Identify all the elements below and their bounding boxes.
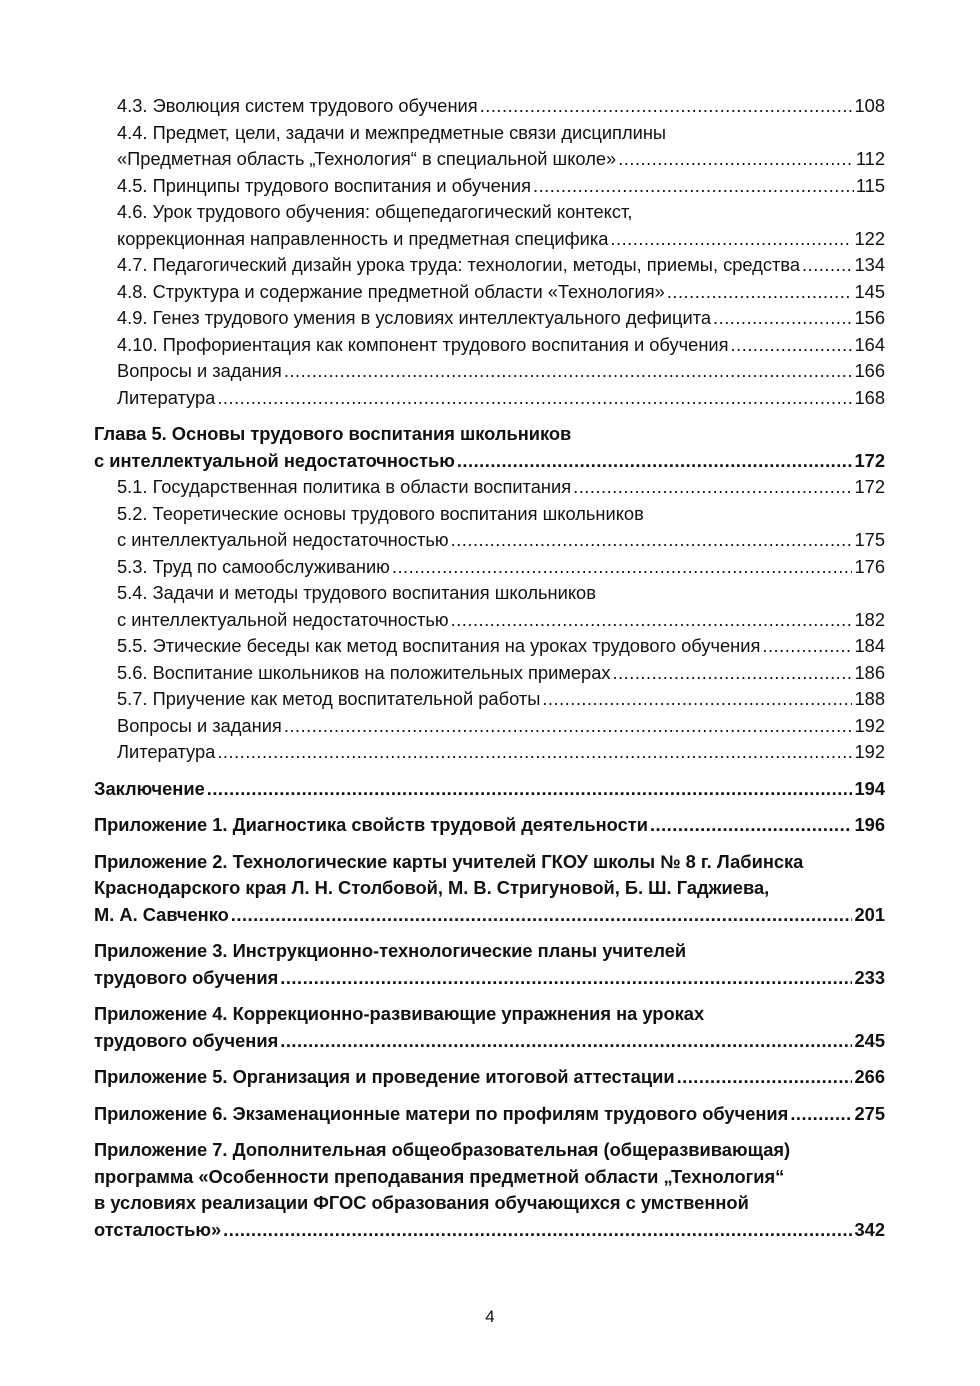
- toc-entry: [94, 713, 885, 740]
- toc-entry-line: [117, 252, 885, 279]
- toc-page-number: 245: [854, 1029, 885, 1051]
- toc-entry-line: [117, 739, 885, 766]
- toc-entry-line: [94, 902, 885, 929]
- toc-entry: [94, 554, 885, 581]
- toc-entry-title: Литература: [117, 741, 216, 762]
- dot-leader: [451, 607, 853, 634]
- toc-entry: [94, 93, 885, 120]
- toc-entry-title: Вопросы и задания: [117, 360, 282, 381]
- dot-leader: [618, 146, 854, 173]
- dot-leader: [217, 385, 852, 412]
- dot-leader: [533, 173, 854, 200]
- toc-entry-line: [117, 633, 885, 660]
- toc-page-number: 192: [854, 741, 885, 762]
- toc-entry-title: трудового обучения: [94, 966, 279, 988]
- dot-leader: [207, 776, 853, 803]
- toc-entry-title: 5.6. Воспитание школьников на положительных примерах: [117, 661, 611, 683]
- toc-entry-title: Заключение: [94, 777, 205, 799]
- toc-entry-title: М. А. Савченко: [94, 903, 229, 925]
- dot-leader: [542, 686, 852, 713]
- toc-entry: [94, 199, 885, 252]
- toc-entry: [94, 332, 885, 359]
- toc-entry-title: Приложение 2. Технологические карты учителей ГКОУ школы № 8 г. Лабинска: [94, 850, 804, 872]
- toc-page-number: 156: [854, 307, 885, 328]
- toc-entry-line: [117, 226, 885, 253]
- dot-leader: [284, 358, 853, 385]
- toc-entry: [94, 776, 885, 803]
- toc-entry: [94, 120, 885, 173]
- toc-entry-line: [117, 305, 885, 332]
- toc-page-number: 182: [854, 608, 885, 630]
- toc-entry: [94, 1137, 885, 1243]
- dot-leader: [480, 93, 853, 120]
- toc-page-number: 166: [854, 360, 885, 381]
- toc-entry-title: 4.10. Профориентация как компонент трудового воспитания и обучения: [117, 333, 729, 355]
- toc-page-number: 122: [854, 227, 885, 249]
- toc-entry-line: [94, 776, 885, 803]
- toc-page-number: 342: [854, 1218, 885, 1240]
- toc-entry-line: [117, 279, 885, 306]
- toc-entry-title: 5.2. Теоретические основы трудового воспитания школьников: [117, 502, 644, 524]
- toc-entry-title: Приложение 1. Диагностика свойств трудовой деятельности: [94, 814, 648, 835]
- toc-entry-line: [117, 146, 885, 173]
- toc-entry-title: Приложение 5. Организация и проведение итоговой аттестации: [94, 1066, 675, 1087]
- dot-leader: [231, 902, 853, 929]
- toc-entry: [94, 421, 885, 474]
- toc-entry-line: [117, 660, 885, 687]
- toc-entry-line: [117, 93, 885, 120]
- toc-entry-line: [94, 1028, 885, 1055]
- toc-entry-line: [117, 713, 885, 740]
- dot-leader: [280, 1028, 852, 1055]
- toc-page-number: 168: [854, 386, 885, 408]
- dot-leader: [610, 226, 852, 253]
- toc-page-number: 145: [854, 280, 885, 302]
- toc-entry-title: Вопросы и задания: [117, 714, 282, 736]
- toc-entry-title: 5.5. Этические беседы как метод воспитания на уроках трудового обучения: [117, 635, 761, 656]
- toc-page-number: 184: [854, 635, 885, 656]
- dot-leader: [457, 448, 853, 475]
- toc-entry-line: [94, 849, 885, 876]
- toc-entry-title: Краснодарского края Л. Н. Столбовой, М. В. Стригуновой, Б. Ш. Гаджиева,: [94, 877, 770, 898]
- toc-page-number: 201: [854, 903, 885, 925]
- toc-entry: [94, 580, 885, 633]
- toc-entry-line: [117, 527, 885, 554]
- toc-entry-line: [94, 1137, 885, 1164]
- toc-entry-title: отсталостью»: [94, 1218, 222, 1240]
- toc-entry: [94, 812, 885, 839]
- page-number: 4: [485, 1307, 495, 1326]
- dot-leader: [650, 812, 853, 839]
- toc-entry: [94, 173, 885, 200]
- toc-page-number: 196: [854, 814, 885, 835]
- toc-entry-line: [117, 173, 885, 200]
- toc-entry-line: [117, 686, 885, 713]
- dot-leader: [790, 1101, 852, 1128]
- toc-entry: [94, 849, 885, 929]
- toc-entry-title: 5.1. Государственная политика в области воспитания: [117, 476, 572, 497]
- toc-entry-title: Приложение 6. Экзаменационные матери по профилям трудового обучения: [94, 1102, 789, 1124]
- toc-entry-line: [94, 1190, 885, 1217]
- toc-entry-title: Глава 5. Основы трудового воспитания школьников: [94, 423, 572, 444]
- toc-entry: [94, 385, 885, 412]
- dot-leader: [762, 633, 852, 660]
- toc-entry-title: Приложение 4. Коррекционно-развивающие упражнения на уроках: [94, 1003, 705, 1024]
- toc-entry-line: [94, 421, 885, 448]
- toc-entry: [94, 686, 885, 713]
- toc-entry-line: [94, 875, 885, 902]
- dot-leader: [280, 965, 852, 992]
- toc-entry-line: [94, 965, 885, 992]
- dot-leader: [713, 305, 852, 332]
- dot-leader: [451, 527, 853, 554]
- toc-page-number: 112: [855, 148, 885, 169]
- toc-entry-line: [94, 1164, 885, 1191]
- toc-entry-title: 4.5. Принципы трудового воспитания и обучения: [117, 174, 531, 196]
- toc-entry: [94, 938, 885, 991]
- toc-page-number: 186: [854, 661, 885, 683]
- toc-page-number: 134: [854, 254, 885, 275]
- toc-entry-line: [117, 474, 885, 501]
- toc-entry-line: [117, 358, 885, 385]
- toc-entry-title: в условиях реализации ФГОС образования обучающихся с умственной: [94, 1192, 749, 1213]
- toc-entry-title: программа «Особенности преподавания предметной области „Технология“: [94, 1165, 785, 1187]
- toc-page-number: 275: [854, 1102, 885, 1124]
- toc-entry: [94, 358, 885, 385]
- toc-entry-title: 4.4. Предмет, цели, задачи и межпредметные связи дисциплины: [117, 121, 667, 143]
- toc-page-number: 115: [855, 174, 885, 196]
- dot-leader: [284, 713, 853, 740]
- toc-page-number: 188: [854, 688, 885, 709]
- toc-entry-title: трудового обучения: [94, 1029, 279, 1051]
- toc-entry: [94, 739, 885, 766]
- toc-entry-line: [94, 1101, 885, 1128]
- toc-entry-title: Литература: [117, 386, 216, 408]
- dot-leader: [667, 279, 853, 306]
- toc-entry-title: 4.6. Урок трудового обучения: общепедагогический контекст,: [117, 201, 633, 222]
- toc-entry-title: 4.3. Эволюция систем трудового обучения: [117, 95, 478, 116]
- toc-entry: [94, 660, 885, 687]
- toc-entry-title: 5.3. Труд по самообслуживанию: [117, 555, 390, 577]
- toc-entry-title: с интеллектуальной недостаточностью: [117, 608, 449, 630]
- toc-page-number: 175: [854, 529, 885, 550]
- toc-entry-line: [117, 580, 885, 607]
- toc-entry: [94, 633, 885, 660]
- toc-page-number: 164: [854, 333, 885, 355]
- dot-leader: [677, 1064, 853, 1091]
- toc-entry-line: [117, 501, 885, 528]
- toc-page-number: 172: [854, 476, 885, 497]
- toc-entry-title: 4.8. Структура и содержание предметной области «Технология»: [117, 280, 665, 302]
- toc-page-number: 233: [854, 966, 885, 988]
- dot-leader: [223, 1217, 852, 1244]
- toc-entry-title: 4.9. Генез трудового умения в условиях интеллектуального дефицита: [117, 307, 712, 328]
- toc-entry-title: Приложение 3. Инструкционно-технологические планы учителей: [94, 940, 687, 961]
- dot-leader: [802, 252, 852, 279]
- toc-entry: [94, 501, 885, 554]
- toc-entry: [94, 279, 885, 306]
- toc-entry-title: 5.4. Задачи и методы трудового воспитания школьников: [117, 582, 596, 603]
- toc-entry-title: 4.7. Педагогический дизайн урока труда: технологии, методы, приемы, средства: [117, 254, 801, 275]
- toc-entry-title: 5.7. Приучение как метод воспитательной работы: [117, 688, 541, 709]
- toc-entry-line: [117, 554, 885, 581]
- toc-entry: [94, 252, 885, 279]
- dot-leader: [392, 554, 853, 581]
- toc-entry-line: [94, 938, 885, 965]
- toc-page-number: 192: [854, 714, 885, 736]
- toc-entry-line: [94, 1064, 885, 1091]
- toc-page-number: 266: [854, 1066, 885, 1087]
- toc-page-number: 194: [854, 777, 885, 799]
- dot-leader: [731, 332, 853, 359]
- toc-entry-title: коррекционная направленность и предметная специфика: [117, 227, 609, 249]
- toc-entry-line: [117, 199, 885, 226]
- toc-entry-title: «Предметная область „Технология“ в специальной школе»: [117, 148, 617, 169]
- dot-leader: [613, 660, 853, 687]
- toc-entry: [94, 1001, 885, 1054]
- toc-page-number: 108: [854, 95, 885, 116]
- toc-entry-title: Приложение 7. Дополнительная общеобразовательная (общеразвивающая): [94, 1139, 791, 1160]
- toc-entry: [94, 1064, 885, 1091]
- toc-entry-title: с интеллектуальной недостаточностью: [117, 529, 449, 550]
- toc-page-number: 172: [854, 449, 885, 471]
- toc-entry-line: [117, 607, 885, 634]
- toc-entry-title: с интеллектуальной недостаточностью: [94, 449, 455, 471]
- toc-page-number: 176: [854, 555, 885, 577]
- toc-entry-line: [117, 120, 885, 147]
- toc-entry: [94, 305, 885, 332]
- toc-entry-line: [94, 1217, 885, 1244]
- dot-leader: [573, 474, 852, 501]
- toc-entry: [94, 474, 885, 501]
- toc-entry-line: [117, 385, 885, 412]
- toc-entry-line: [94, 1001, 885, 1028]
- toc-entry-line: [94, 812, 885, 839]
- toc-entry-line: [94, 448, 885, 475]
- dot-leader: [217, 739, 852, 766]
- toc-entry-line: [117, 332, 885, 359]
- table-of-contents: [94, 93, 885, 1243]
- toc-entry: [94, 1101, 885, 1128]
